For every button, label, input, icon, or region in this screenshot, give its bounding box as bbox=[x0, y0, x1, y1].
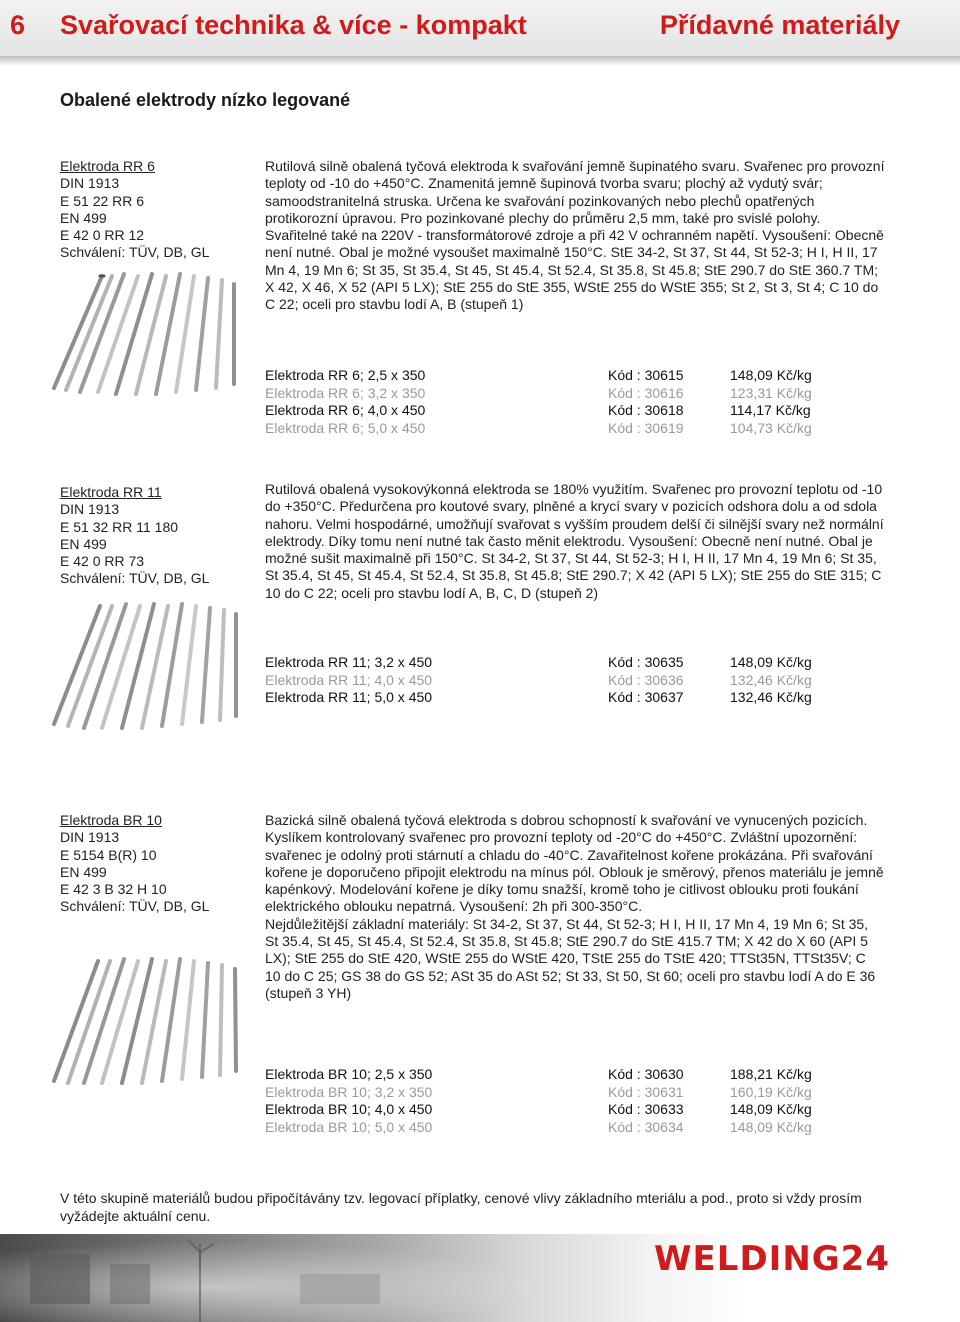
variant-name: Elektroda BR 10; 5,0 x 450 bbox=[265, 1118, 433, 1135]
variant-price: 188,21 Kč/kg bbox=[730, 1066, 812, 1082]
product-description-rr6 bbox=[265, 158, 885, 314]
chapter-title: Svařovací technika & více - kompakt bbox=[60, 10, 527, 40]
spec-line: EN 499 bbox=[60, 863, 107, 880]
spec-line: E 42 0 RR 12 bbox=[60, 227, 145, 244]
electrodes-image-rr11 bbox=[40, 600, 245, 735]
description-text: Rutilová silně obalená tyčová elektroda k svařování jemně šupinatého svaru. Svařenec pro provozní teploty od -10 do +450°C. Znamenitá jemně šupinová tvorba svaru; plochý až vydutý svár; samoodstranitelná struska. Určena ke svařování pozinkovaných nebo plechů opatřených protikorozní úpravou. Pro pozinkované plechy do průměru 2,5 mm, také pro svislé polohy. Svařitelné také na 220V - transformátorové zdroje a při 42 V ochranném napětí. Vysoušení: Obecně není nutné. Obal je možné vysoušet maximalně 150°C. StE 34-2, St 37, St 44, St 52-3; H I, H II, 17 Mn 4, 19 Mn 6; St 35, St 35.4, St 45, St 45.4, St 52.4, St 35.8, St 45.8; StE 290.7 do StE 360.7 TM; X 42, X 46, X 52 (API 5 LX); StE 255 do StE 355, WStE 255 do WStE 355; St 2, St 3, St 4; C 10 do C 22; oceli pro stavbu lodí A, B (stupeň 1) bbox=[265, 158, 885, 313]
variant-name: Elektroda BR 10; 4,0 x 450 bbox=[265, 1101, 433, 1118]
variant-price: 148,09 Kč/kg bbox=[730, 367, 812, 383]
product-description-br10 bbox=[265, 812, 885, 1002]
product-name: Elektroda RR 11 bbox=[60, 484, 162, 500]
description-materials: Nejdůležitější základní materiály: St 34-2, St 37, St 44, St 52-3; H I, H II, 17 Mn 4, 19 Mn 6; St 35, St 35.4, St 45, St 45.4, St 52.4, St 35.8, St 45.8; StE 290.7 do StE 415.7 TM; X 42 do X 60 (API 5 LX); StE 255 do StE 420, WStE 255 do WStE 420, TStE 255 do TStE 420; TTSt35N, TTSt35V; C 10 do C 25; GS 38 do GS 52; ASt 35 do ASt 52; St 33, St 50, St 60; oceli pro stavbu lodí A do E 36 (stupeň 3 YH) bbox=[265, 915, 876, 1001]
spec-line: Schválení: TÜV, DB, GL bbox=[60, 570, 210, 587]
variant-price: 148,09 Kč/kg bbox=[730, 1101, 812, 1118]
variant-name: Elektroda RR 6; 2,5 x 350 bbox=[265, 367, 426, 383]
price-note: V této skupině materiálů budou připočítávány tzv. legovací příplatky, cenové vlivy základního mteriálu a pod., proto si vždy prosím vyžádejte aktuální cenu. bbox=[60, 1190, 862, 1224]
spec-line: Schválení: TÜV, DB, GL bbox=[60, 898, 210, 915]
variant-code: Kód : 30631 bbox=[608, 1083, 684, 1100]
variant-code: Kód : 30619 bbox=[608, 419, 684, 436]
variant-code: Kód : 30616 bbox=[608, 384, 684, 401]
section-heading: Obalené elektrody nízko legované bbox=[60, 90, 351, 110]
variant-code: Kód : 30636 bbox=[608, 671, 684, 688]
variant-price: 148,09 Kč/kg bbox=[730, 1118, 812, 1135]
variant-code: Kód : 30615 bbox=[608, 367, 684, 383]
welding24-logo: WELDING24 bbox=[654, 1239, 890, 1279]
variant-price: 123,31 Kč/kg bbox=[730, 384, 812, 401]
variant-code: Kód : 30630 bbox=[608, 1066, 684, 1082]
description-text: Bazická silně obalená tyčová elektroda s dobrou schopností k svařování ve vynucených pozicích. Kyslíkem kontrolovaný svařenec pro provozní teploty od -20°C do +450°C. Zvláštní upozornění: svařenec je odolný proti stárnutí a chladu do -40°C. Zavařitelnost kořene prokázána. Při svařování kořene je doporučeno připojit elektrodu na mínus pól. Oblouk je směrový, přenos materiálu je jemně kapénkový. Modelování kořene je díky tomu snažší, kromě toho je citlivost oblouku proti foukání elektrického oblouku nepatrná. Vysoušení: 2h při 300-350°C. bbox=[265, 812, 884, 915]
description-text: Rutilová obalená vysokovýkonná elektroda se 180% využitím. Svařenec pro provozní teplotu od -10 do +350°C. Předurčena pro koutové svary, plněné a krycí svary v pozicích odshora dolu a od sdola nahoru. Velmi hospodárné, umožňují svařovat s vyšším proudem delší či silnější svary než normální elektrody. Díky tomu není nutné tak často měnit elektrodu. Vysoušení: Obecně není nutné. Obal je možné sušit maximalně při 150°C. St 34-2, St 37, St 44, St 52-3; H I, H II, 17 Mn 4, 19 Mn 6; St 35, St 35.4, St 45, St 45.4, St 52.4, St 35.8, St 45.8; StE 290.7; X 42 (API 5 LX); StE 255 do StE 315; C 10 do C 22; oceli pro stavbu lodí A, B, C, D (stupeň 2) bbox=[265, 481, 884, 601]
variant-code: Kód : 30633 bbox=[608, 1101, 684, 1118]
variant-price: 104,73 Kč/kg bbox=[730, 419, 812, 436]
spec-line: EN 499 bbox=[60, 209, 107, 226]
variant-name: Elektroda RR 11; 5,0 x 450 bbox=[265, 689, 433, 706]
product-name: Elektroda RR 6 bbox=[60, 158, 155, 174]
spec-line: E 51 22 RR 6 bbox=[60, 192, 145, 209]
spec-line: E 42 0 RR 73 bbox=[60, 553, 145, 570]
spec-line: E 51 32 RR 11 180 bbox=[60, 518, 179, 535]
chapter-number: 6 bbox=[10, 10, 26, 40]
product-name: Elektroda BR 10 bbox=[60, 812, 162, 828]
variant-price: 132,46 Kč/kg bbox=[730, 689, 812, 706]
spec-line: E 42 3 B 32 H 10 bbox=[60, 881, 167, 898]
variant-name: Elektroda RR 11; 3,2 x 450 bbox=[265, 654, 433, 670]
variant-name: Elektroda BR 10; 2,5 x 350 bbox=[265, 1066, 433, 1082]
product-spec-rr11 bbox=[60, 484, 209, 588]
header-shadow bbox=[0, 56, 960, 66]
spec-line: EN 499 bbox=[60, 535, 107, 552]
product-spec-rr6 bbox=[60, 158, 209, 262]
product-spec-br10 bbox=[60, 812, 209, 916]
variant-name: Elektroda RR 6; 4,0 x 450 bbox=[265, 402, 426, 419]
footer-photo-icon bbox=[0, 1234, 500, 1322]
variant-code: Kód : 30637 bbox=[608, 689, 684, 706]
chapter-category: Přídavné materiály bbox=[659, 10, 900, 40]
electrodes-image-rr6 bbox=[40, 270, 245, 400]
variant-price: 160,19 Kč/kg bbox=[730, 1083, 812, 1100]
spec-line: DIN 1913 bbox=[60, 501, 120, 518]
variant-code: Kód : 30618 bbox=[608, 402, 684, 419]
spec-line: DIN 1913 bbox=[60, 829, 120, 846]
product-description-rr11 bbox=[265, 481, 885, 602]
variant-name: Elektroda RR 6; 5,0 x 450 bbox=[265, 419, 426, 436]
variant-name: Elektroda RR 11; 4,0 x 450 bbox=[265, 671, 433, 688]
variant-price: 148,09 Kč/kg bbox=[730, 654, 812, 670]
variant-name: Elektroda RR 6; 3,2 x 350 bbox=[265, 384, 426, 401]
variant-code: Kód : 30635 bbox=[608, 654, 684, 670]
variant-price: 132,46 Kč/kg bbox=[730, 671, 812, 688]
spec-line: Schválení: TÜV, DB, GL bbox=[60, 244, 210, 261]
variant-price: 114,17 Kč/kg bbox=[730, 402, 811, 419]
electrodes-image-br10 bbox=[40, 955, 245, 1090]
spec-line: E 5154 B(R) 10 bbox=[60, 846, 157, 863]
variant-name: Elektroda BR 10; 3,2 x 350 bbox=[265, 1083, 433, 1100]
spec-line: DIN 1913 bbox=[60, 175, 120, 192]
variant-code: Kód : 30634 bbox=[608, 1118, 684, 1135]
